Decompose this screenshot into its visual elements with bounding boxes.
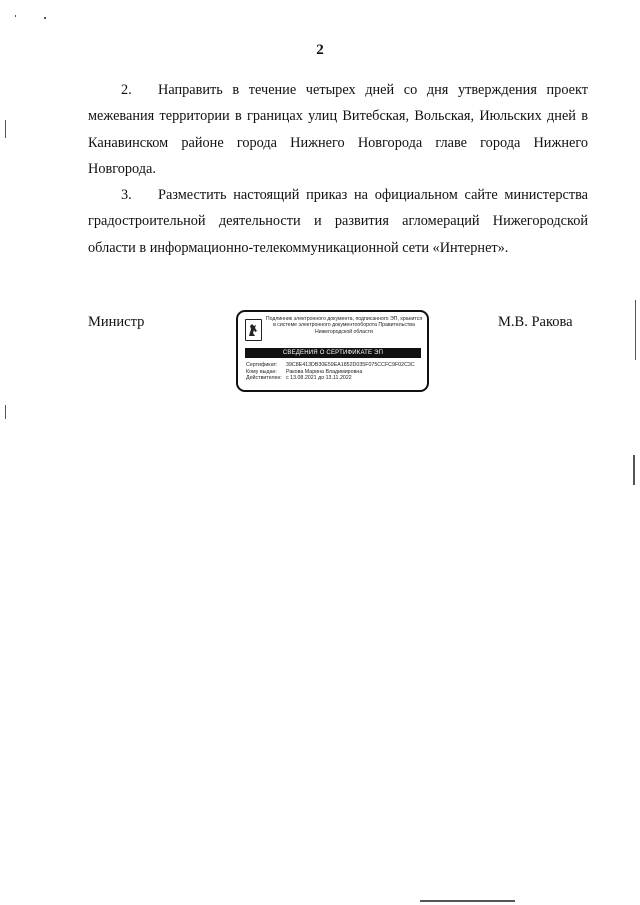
validity-row — [246, 375, 424, 382]
electronic-signature-stamp — [236, 310, 429, 392]
scan-artifact — [635, 300, 636, 360]
scan-artifact — [5, 405, 6, 419]
certificate-label: Сертификат: — [246, 362, 278, 368]
order-body — [88, 77, 588, 261]
paragraph-text: Разместить настоящий приказ на официальном сайте министерства градостроительной деятельности и развития агломераций Нижегородской области в информационно-телекоммуникационной сети «Интернет». — [88, 187, 588, 256]
paragraph-number: 3. — [121, 187, 132, 204]
paragraph-2 — [88, 77, 588, 182]
validity-label: Действителен: — [246, 375, 282, 382]
stamp-header: СВЕДЕНИЯ О СЕРТИФИКАТЕ ЭП — [245, 348, 421, 358]
scan-artifact — [633, 455, 635, 485]
scan-artifact — [420, 900, 515, 902]
issued-to-label: Кому выдан: — [246, 368, 277, 375]
stamp-notice: Подлинник электронного документа, подписанного ЭП, хранится в системе электронного документооборота Правительства Нижегородской области — [265, 316, 423, 335]
paragraph-text: Направить в течение четырех дней со дня утверждения проект межевания территории в границах улиц Витебская, Вольская, Июльских дней в Канавинском районе города Нижнего Новгорода главе города Нижнего Новгорода. — [88, 82, 588, 177]
signer-name: М.В. Ракова — [498, 314, 573, 330]
certificate-value: 39C8E413DB30E59EA1852D035F075CCFC9F02C3C — [286, 362, 415, 368]
validity-value: с 13.08.2021 до 13.11.2022 — [286, 375, 352, 382]
paragraph-3 — [88, 182, 588, 261]
scan-artifact — [15, 15, 16, 17]
scan-artifact — [44, 17, 46, 19]
coat-of-arms-icon — [245, 319, 262, 341]
page-number: 2 — [316, 42, 324, 58]
signer-title: Министр — [88, 314, 145, 330]
stamp-details — [246, 362, 424, 382]
certificate-row — [246, 362, 424, 369]
paragraph-number: 2. — [121, 82, 132, 98]
scan-artifact — [5, 120, 6, 138]
issued-to-value: Ракова Марина Владимировна — [286, 368, 363, 375]
